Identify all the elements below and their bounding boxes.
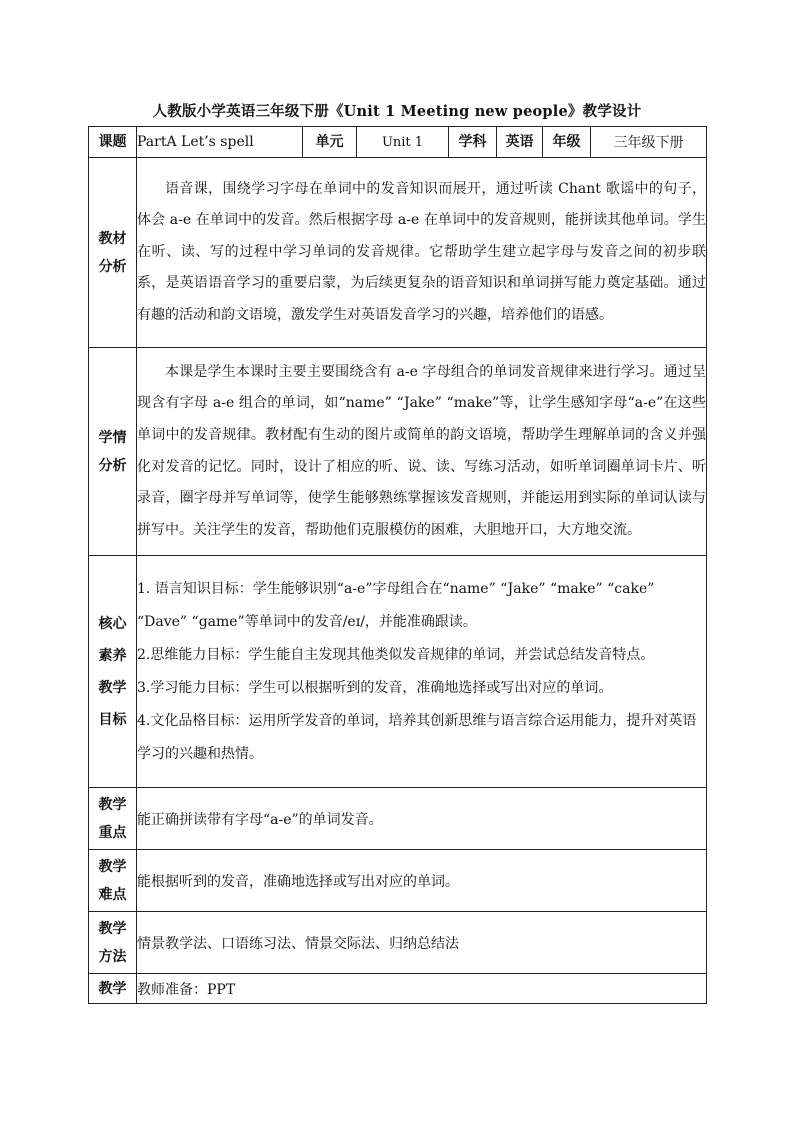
lesson-plan-table (88, 126, 707, 1004)
objectives-row (89, 556, 707, 788)
key-point-label (89, 788, 137, 850)
objective-item: 4.文化品格目标：运用所学发音的单词，培养其创新思维与语言综合运用能力，提升对英语学习的兴趣和热情。 (137, 712, 697, 762)
preparation-text: 教师准备：PPT (137, 974, 707, 1004)
objectives-label (89, 556, 137, 788)
material-cell (137, 158, 707, 348)
methods-label-text: 教学方法 (98, 920, 127, 965)
topic-value: PartA Let’s spell (137, 127, 303, 158)
unit-label: 单元 (303, 127, 357, 158)
key-point-label-text: 教学重点 (98, 796, 127, 841)
methods-label (89, 912, 137, 974)
students-label-text: 学情分析 (98, 429, 127, 474)
grade-value: 三年级下册 (591, 127, 707, 158)
objective-item: 3.学习能力目标：学生可以根据听到的发音，准确地选择或写出对应的单词。 (137, 679, 613, 696)
topic-label: 课题 (89, 127, 137, 158)
students-cell (137, 348, 707, 556)
key-point-row (89, 788, 707, 850)
subject-label: 学科 (449, 127, 497, 158)
students-label (89, 348, 137, 556)
methods-text: 情景教学法、口语练习法、情景交际法、归纳总结法 (137, 912, 707, 974)
objectives-label-text: 核心素养教学目标 (98, 615, 127, 728)
key-point-text: 能正确拼读带有字母“a-e”的单词发音。 (137, 788, 707, 850)
difficulty-label-text: 教学难点 (98, 858, 127, 903)
objectives-cell (137, 556, 707, 788)
header-row (89, 127, 707, 158)
methods-row (89, 912, 707, 974)
difficulty-label (89, 850, 137, 912)
students-row (89, 348, 707, 556)
grade-label: 年级 (543, 127, 591, 158)
preparation-label: 教学 (89, 974, 137, 1004)
material-label-text: 教材分析 (98, 230, 127, 275)
difficulty-row (89, 850, 707, 912)
objective-item: 2.思维能力目标：学生能自主发现其他类似发音规律的单词，并尝试总结发音特点。 (137, 646, 655, 663)
material-row (89, 158, 707, 348)
preparation-row (89, 974, 707, 1004)
students-text: 本课是学生本课时主要主要围绕含有 a-e 字母组合的单词发音规律来进行学习。通过呈现含有字母 a-e 组合的单词，如“name” “Jake” “make”等，让学生感知字母“a-e”在这些单词中的发音规律。教材配有生动的图片或简单的韵文语境，帮助学生理解单词的含义并强化对发音的记忆。同时，设计了相应的听、说、读、写练习活动，如听单词圈单词卡片、听录音，圈字母并写单词等，使学生能够熟练掌握该发音规则，并能运用到实际的单词认读与拼写中。关注学生的发音，帮助他们克服模仿的困难，大胆地开口，大方地交流。 (137, 363, 706, 538)
unit-value: Unit 1 (357, 127, 449, 158)
subject-value: 英语 (497, 127, 543, 158)
material-text: 语音课，围绕学习字母在单词中的发音知识而展开，通过听读 Chant 歌谣中的句子，体会 a-e 在单词中的发音。然后根据字母 a-e 在单词中的发音规则，能拼读其他单词。学生在听、读、写的过程中学习单词的发音规律。它帮助学生建立起字母与发音之间的初步联系，是英语语音学习的重要启蒙，为后续更复杂的语音知识和单词拼写能力奠定基础。通过有趣的活动和韵文语境，激发学生对英语发音学习的兴趣，培养他们的语感。 (137, 180, 706, 323)
difficulty-text: 能根据听到的发音，准确地选择或写出对应的单词。 (137, 850, 707, 912)
document-title: 人教版小学英语三年级下册《Unit 1 Meeting new people》教学设计 (152, 103, 642, 120)
objective-item: 1. 语言知识目标：学生能够识别“a-e”字母组合在“name” “Jake” “make” “cake” “Dave” “game”等单词中的发音/eɪ/，并能准确跟读。 (137, 580, 655, 630)
material-label (89, 158, 137, 348)
